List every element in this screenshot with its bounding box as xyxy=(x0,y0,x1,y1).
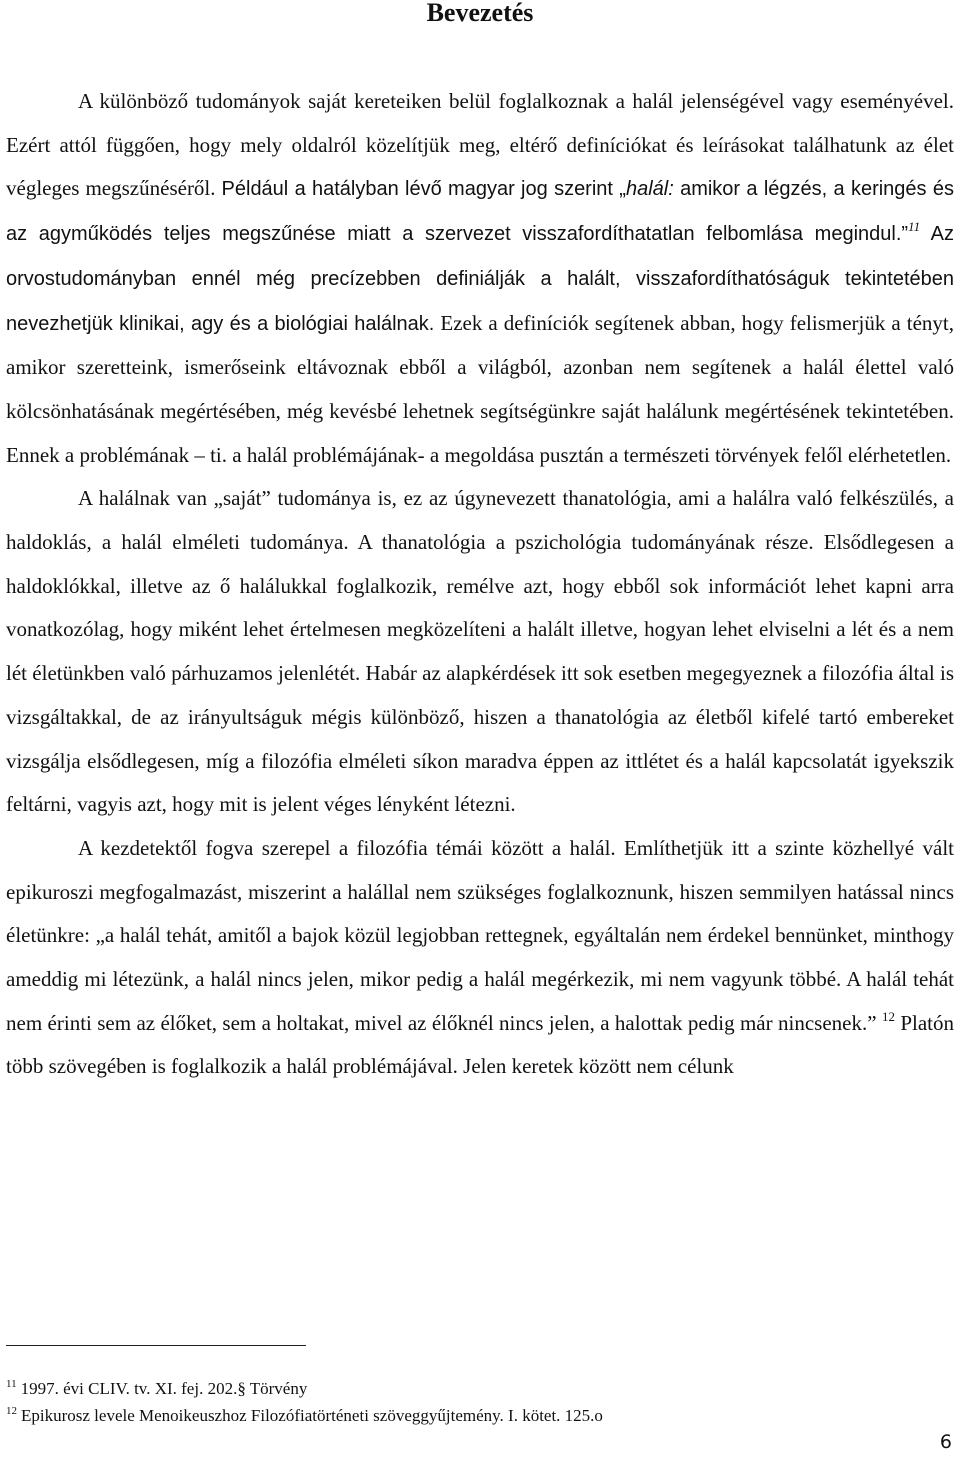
footnote-reference[interactable]: 12 xyxy=(881,1008,895,1024)
footnote-number: 12 xyxy=(6,1405,17,1417)
paragraph-1-segment-sans: Az orvostudományban ennél még precízebben definiálják a halált, visszafordíthatóságuk tekintetében nevezhetjük klinikai, agy és a biológiai halálnak. xyxy=(6,223,954,335)
footnote-reference[interactable]: 11 xyxy=(908,219,921,235)
paragraph-1-segment-sans: Például a hatályban lévő magyar jog szerint „ xyxy=(221,178,626,201)
footnote-item xyxy=(6,1402,946,1429)
paragraph-1-segment-sans: amikor a légzés, a keringés és az agyműködés teljes megszűnése miatt a szervezet visszafordíthatatlan felbomlása megindul.” xyxy=(6,178,954,246)
footnotes xyxy=(6,1375,946,1429)
body-text xyxy=(6,80,954,1089)
paragraph-3 xyxy=(6,827,954,1089)
legal-term-italic: halál: xyxy=(625,178,674,201)
paragraph-2 xyxy=(6,477,954,827)
paragraph-1 xyxy=(6,80,954,477)
footnote-text: 1997. évi CLIV. tv. XI. fej. 202.§ Törvény xyxy=(20,1379,308,1398)
paragraph-1-segment: A különböző tudományok saját kereteiken belül foglalkoznak a halál jelenségével vagy eseményével. Ezért attól függően, hogy mely oldalról közelítjük meg, eltérő definíciókat és leírásokat találhatunk az élet végleges megszűnéséről. xyxy=(6,89,954,201)
page-number: 6 xyxy=(939,1431,952,1453)
paragraph-3-segment: A kezdetektől fogva szerepel a filozófia témái között a halál. Említhetjük itt a szinte közhellyé vált epikuroszi megfogalmazást, miszerint a halállal nem szükséges foglalkoznunk, hiszen semmilyen hatással nincs életünkre: „a halál tehát, amitől a bajok közül legjobban rettegnek, egyáltalán nem érdekel bennünket, minthogy ameddig mi létezünk, a halál nincs jelen, mikor pedig a halál megérkezik, mi nem vagyunk többé. A halál tehát nem érinti sem az élőket, sem a holtakat, mivel az élőknél nincs jelen, a halottak pedig már nincsenek.” xyxy=(6,835,954,1035)
footnote-item xyxy=(6,1375,946,1402)
page-title: Bevezetés xyxy=(426,0,534,27)
paragraph-3-segment: Platón több szövegében is foglalkozik a halál problémájával. Jelen keretek között nem célunk xyxy=(6,1010,954,1079)
paragraph-1-segment: Ezek a definíciók segítenek abban, hogy felismerjük a tényt, amikor szeretteink, ismerőseink eltávoznak ebből a világból, azonban nem segítenek a halál élettel való kölcsönhatásának megértésében, még kevésbé lehetnek segítségünkre saját halálunk megértésének tekintetében. Ennek a problémának – ti. a halál problémájának- a megoldása pusztán a természeti törvények felől elérhetetlen. xyxy=(6,310,954,467)
footnote-text: Epikurosz levele Menoikeuszhoz Filozófiatörténeti szöveggyűjtemény. I. kötet. 125.o xyxy=(21,1406,603,1425)
paragraph-2-segment: A halálnak van „saját” tudománya is, ez az úgynevezett thanatológia, ami a halálra való felkészülés, a haldoklás, a halál elméleti tudománya. A thanatológia a pszichológia tudományának része. Elsődlegesen a haldoklókkal, illetve az ő halálukkal foglalkozik, remélve azt, hogy ebből sok információt lehet kapni arra vonatkozólag, hogy miként lehet értelmesen megközelíteni a halált illetve, hogyan lehet elviselni a lét és a nem lét életünkben való párhuzamos jelenlétét. Habár az alapkérdések itt sok esetben megegyeznek a filozófia által is vizsgáltakkal, de az irányultságuk mégis különböző, hiszen a thanatológia az életből kifelé tartó embereket vizsgálja elsődlegesen, míg a filozófia elméleti síkon maradva éppen az ittlétet és a halál kapcsolatát igyekszik feltárni, vagyis azt, hogy mit is jelent véges lényként létezni. xyxy=(6,486,954,817)
footnote-number: 11 xyxy=(6,1378,17,1390)
footnote-divider xyxy=(6,1345,306,1346)
